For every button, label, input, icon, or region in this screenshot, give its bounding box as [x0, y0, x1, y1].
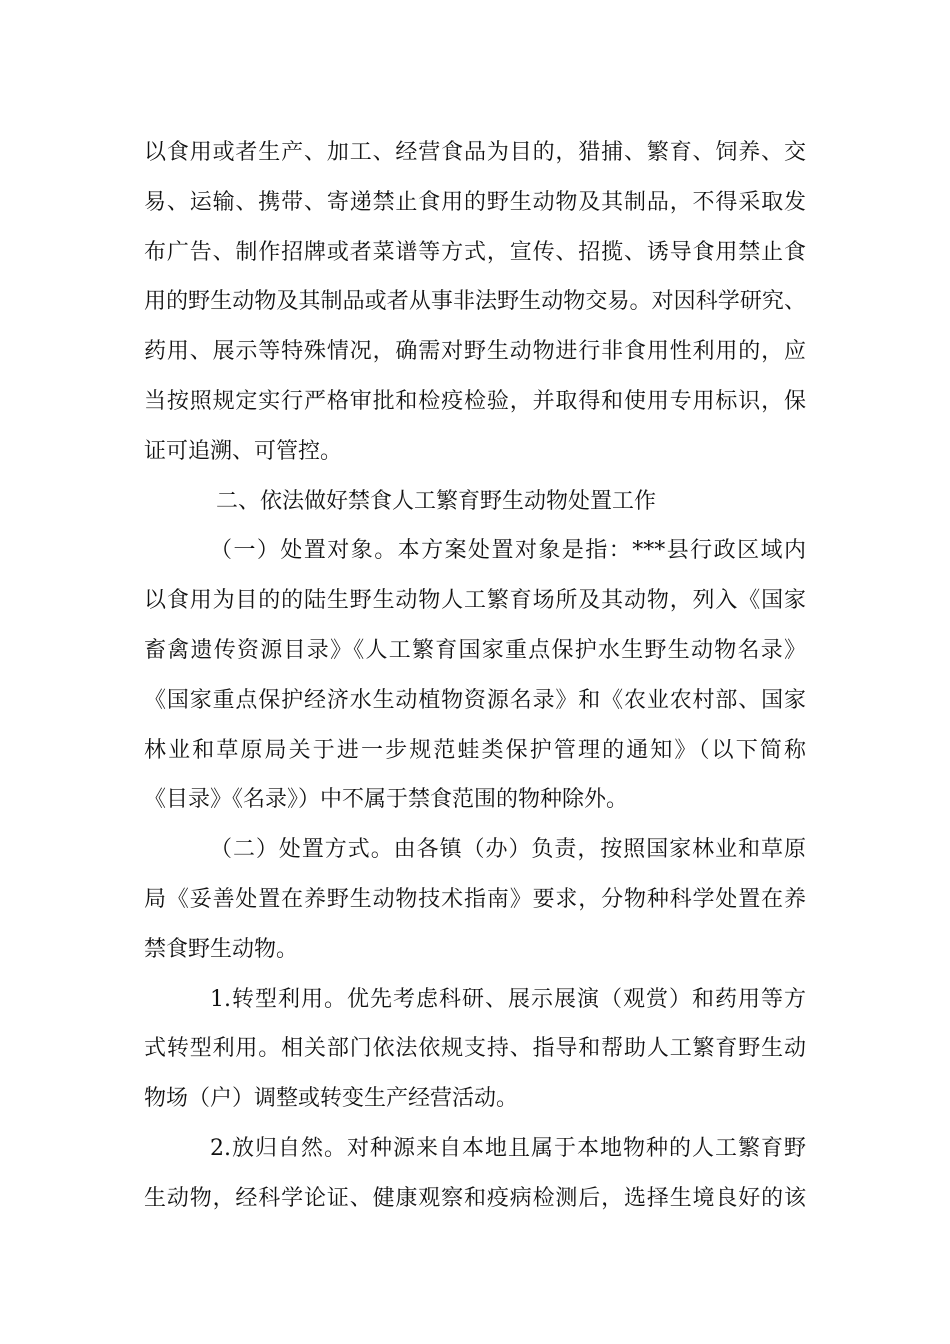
paragraph-line: 用的野生动物及其制品或者从事非法野生动物交易。对因科学研究、	[144, 289, 806, 315]
paragraph-line: 证可追溯、可管控。	[144, 438, 343, 464]
paragraph-line: 布广告、制作招牌或者菜谱等方式，宣传、招揽、诱导食用禁止食	[144, 239, 806, 265]
paragraph-line: 畜禽遗传资源目录》《人工繁育国家重点保护水生野生动物名录》	[144, 637, 806, 663]
paragraph-line: 1.转型利用。优先考虑科研、展示展演（观赏）和药用等方	[210, 986, 806, 1012]
paragraph-line: 2.放归自然。对种源来自本地且属于本地物种的人工繁育野	[210, 1135, 806, 1161]
paragraph-line: 生动物，经科学论证、健康观察和疫病检测后，选择生境良好的该	[144, 1185, 806, 1211]
paragraph-line: （一）处置对象。本方案处置对象是指：***县行政区域内	[210, 538, 806, 564]
paragraph-line: 当按照规定实行严格审批和检疫检验，并取得和使用专用标识，保	[144, 388, 806, 414]
paragraph-line: 式转型利用。相关部门依法依规支持、指导和帮助人工繁育野生动	[144, 1036, 806, 1062]
paragraph-line: 禁食野生动物。	[144, 936, 299, 962]
document-body	[144, 128, 806, 1224]
paragraph-line: 林业和草原局关于进一步规范蛙类保护管理的通知》（以下简称	[144, 737, 806, 763]
section-heading: 二、依法做好禁食人工繁育野生动物处置工作	[216, 488, 657, 514]
paragraph-line: 以食用或者生产、加工、经营食品为目的，猎捕、繁育、饲养、交	[144, 140, 806, 165]
paragraph-line: 物场（户）调整或转变生产经营活动。	[144, 1086, 519, 1112]
paragraph-line: 易、运输、携带、寄递禁止食用的野生动物及其制品，不得采取发	[144, 189, 806, 215]
paragraph-line: 局《妥善处置在养野生动物技术指南》要求，分物种科学处置在养	[144, 886, 806, 912]
paragraph-line: （二）处置方式。由各镇（办）负责，按照国家林业和草原	[210, 837, 806, 863]
paragraph-line: 《目录》《名录》）中不属于禁食范围的物种除外。	[144, 787, 629, 813]
paragraph-line: 《国家重点保护经济水生动植物资源名录》和《农业农村部、国家	[144, 687, 806, 713]
paragraph-line: 药用、展示等特殊情况，确需对野生动物进行非食用性利用的，应	[144, 339, 806, 365]
paragraph-line: 以食用为目的的陆生野生动物人工繁育场所及其动物，列入《国家	[144, 588, 806, 614]
